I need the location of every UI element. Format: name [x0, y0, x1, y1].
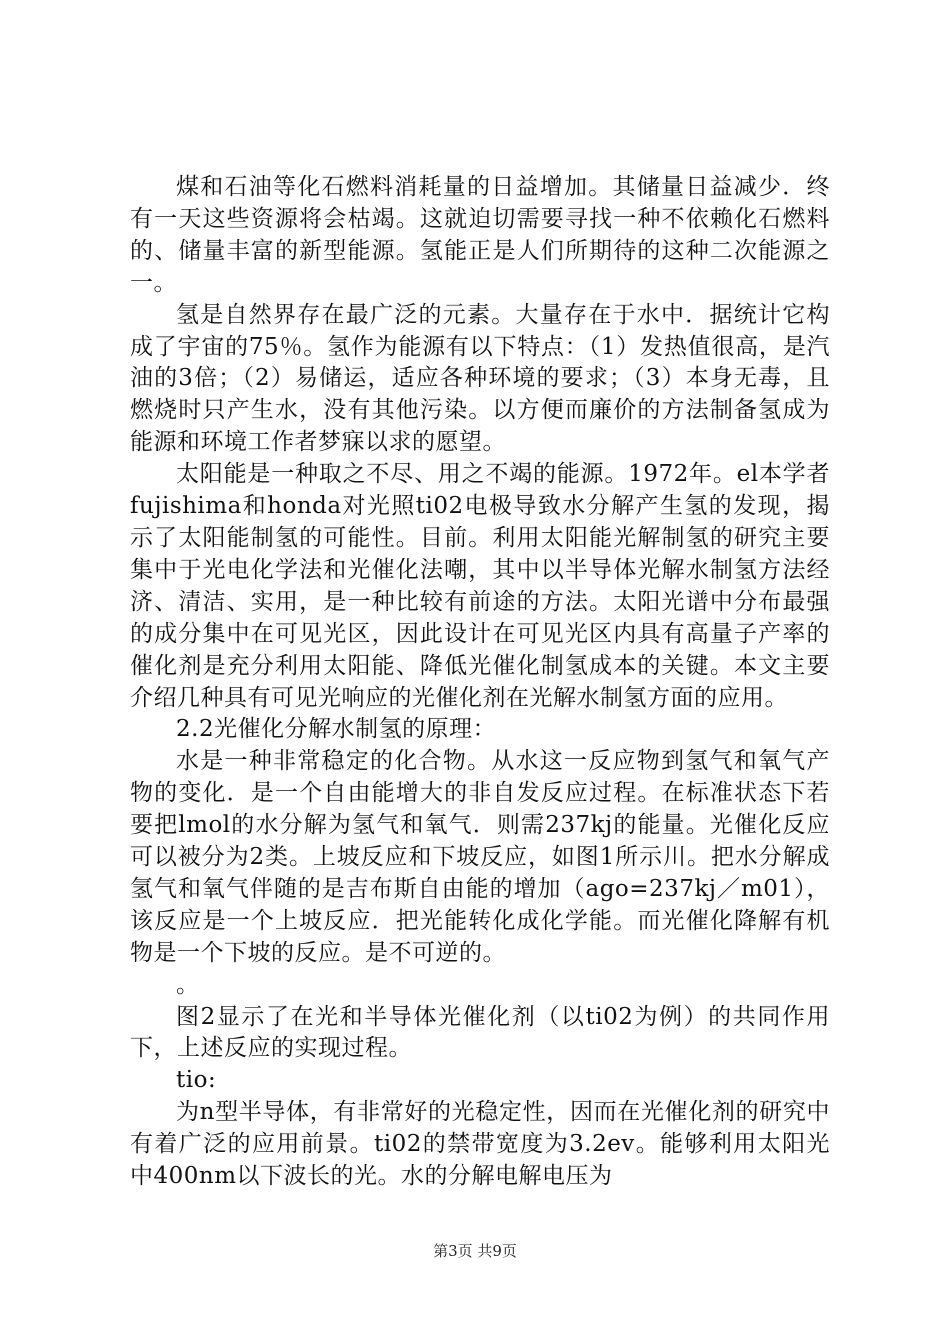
- paragraph-tio2-semiconductor: 为n型半导体，有非常好的光稳定性，因而在光催化剂的研究中有着广泛的应用前景。ti02的禁带宽度为3.2ev。能够利用太阳光中400nm以下波长的光。水的分解电解电压为: [130, 1099, 830, 1190]
- paragraph-hydrogen-features: 氢是自然界存在最广泛的元素。大量存在于水中．据统计它构成了宇宙的75％。氢作为能源有以下特点：（1）发热值很高，是汽油的3倍；（2）易储运，适应各种环境的要求；（3）本身无毒，且燃烧时只产生水，没有其他污染。以方便而廉价的方法制备氢成为能源和环境工作者梦寐以求的愿望。: [130, 301, 830, 456]
- document-body: [130, 172, 830, 1193]
- section-heading-principle: 2.2光催化分解水制氢的原理：: [176, 716, 497, 743]
- paragraph-figure-2: 图2显示了在光和半导体光催化剂（以ti02为例）的共同作用下，上述反应的实现过程。: [130, 1003, 830, 1062]
- paragraph-water-splitting: 水是一种非常稳定的化合物。从水这一反应物到氢气和氧气产物的变化．是一个自由能增大的非自发反应过程。在标准状态下若要把lmol的水分解为氢气和氧气．则需237kj的能量。光催化反应可以被分为2类。上坡反应和下坡反应，如图1所示川。把水分解成氢气和氧气伴随的是吉布斯自由能的增加（ago=237kj／m01），该反应是一个上坡反应．把光能转化成化学能。而光催化降解有机物是一个下坡的反应。是不可逆的。: [130, 748, 830, 966]
- paragraph-solar-energy: 太阳能是一种取之不尽、用之不竭的能源。1972年。el本学者fujishima和honda对光照ti02电极导致水分解产生氢的发现，揭示了太阳能制氢的可能性。目前。利用太阳能光解制氢的研究主要集中于光电化学法和光催化法嘲，其中以半导体光解水制氢方法经济、清洁、实用，是一种比较有前途的方法。太阳光谱中分布最强的成分集中在可见光区，因此设计在可见光区内具有高量子产率的催化剂是充分利用太阳能、降低光催化制氢成本的关键。本文主要介绍几种具有可见光响应的光催化剂在光解水制氢方面的应用。: [130, 461, 830, 711]
- paragraph-fossil-fuels: 煤和石油等化石燃料消耗量的日益增加。其储量日益减少．终有一天这些资源将会枯竭。这就迫切需要寻找一种不依赖化石燃料的、储量丰富的新型能源。氢能正是人们所期待的这种二次能源之一。: [130, 174, 830, 296]
- paragraph-tio-label: tio:: [176, 1067, 217, 1094]
- page-footer: 第3页 共9页: [433, 1242, 517, 1260]
- paragraph-period: 。: [176, 971, 200, 998]
